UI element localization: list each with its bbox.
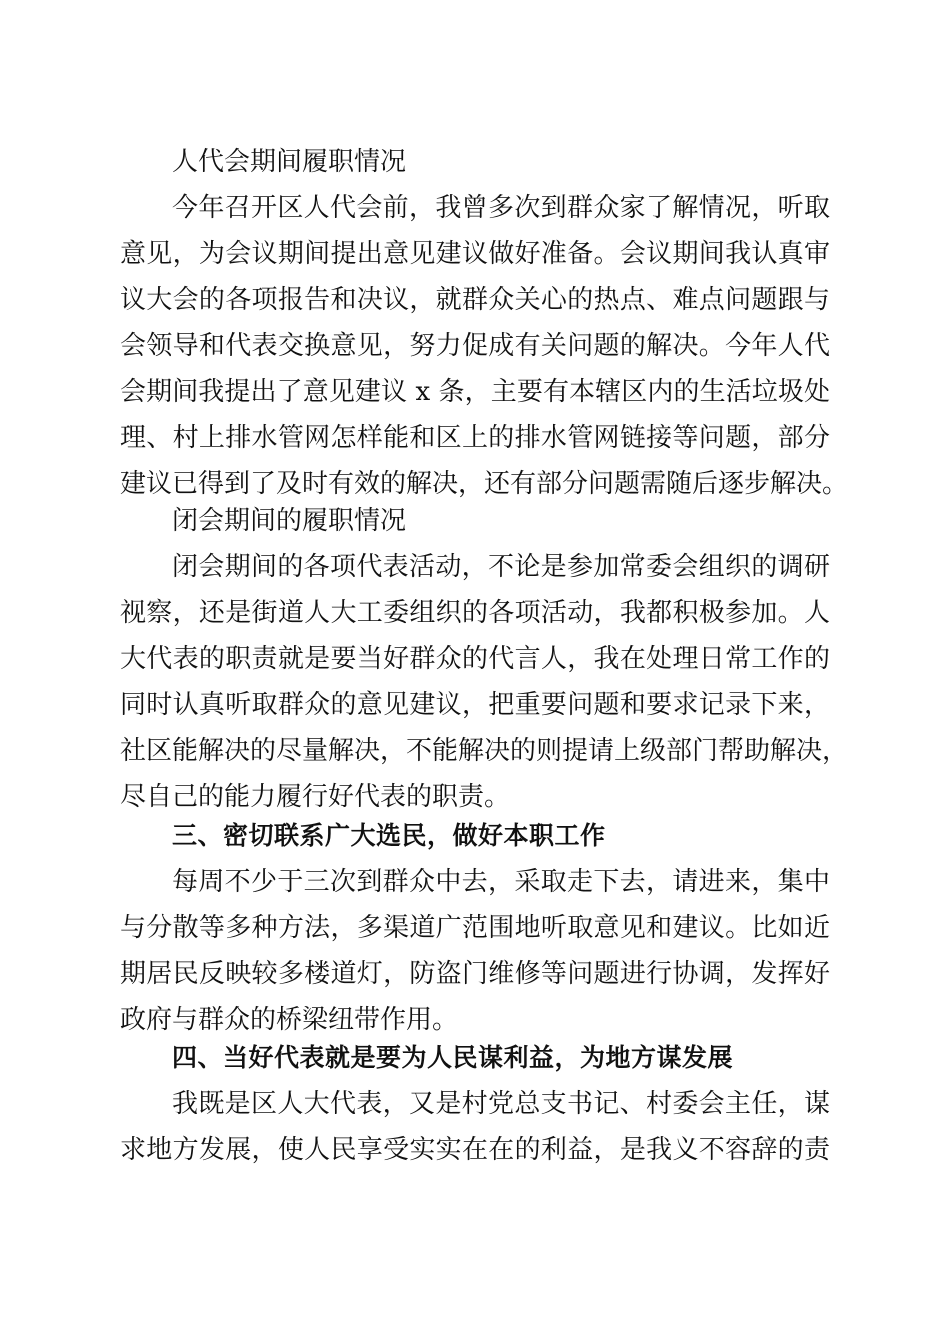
paragraph-line: 每周不少于三次到群众中去，采取走下去，请进来，集中 — [172, 867, 830, 897]
paragraph-line: 建议已得到了及时有效的解决，还有部分问题需随后逐步解决。 — [120, 469, 849, 499]
paragraph-line: 大代表的职责就是要当好群众的代言人，我在处理日常工作的 — [120, 644, 830, 674]
section-heading-four: 四、当好代表就是要为人民谋利益，为地方谋发展 — [172, 1043, 734, 1072]
subheading-session-duties: 人代会期间履职情况 — [172, 147, 407, 177]
paragraph-line: 闭会期间的各项代表活动，不论是参加常委会组织的调研 — [172, 552, 830, 582]
paragraph-line: 议大会的各项报告和决议，就群众关心的热点、难点问题跟与 — [120, 285, 830, 315]
subheading-recess-duties: 闭会期间的履职情况 — [172, 506, 407, 536]
paragraph-line: 尽自己的能力履行好代表的职责。 — [120, 782, 511, 812]
paragraph-line: 同时认真听取群众的意见建议，把重要问题和要求记录下来， — [120, 690, 830, 720]
paragraph-line: 意见，为会议期间提出意见建议做好准备。会议期间我认真审 — [120, 239, 830, 269]
paragraph-line: 理、村上排水管网怎样能和区上的排水管网链接等问题，部分 — [120, 423, 830, 453]
paragraph-line: 期居民反映较多楼道灯，防盗门维修等问题进行协调，发挥好 — [120, 959, 830, 989]
paragraph-line: 社区能解决的尽量解决，不能解决的则提请上级部门帮助解决， — [120, 736, 849, 766]
paragraph-line: 政府与群众的桥梁纽带作用。 — [120, 1005, 459, 1035]
paragraph-line: 今年召开区人代会前，我曾多次到群众家了解情况，听取 — [172, 193, 830, 223]
paragraph-line: 我既是区人大代表，又是村党总支书记、村委会主任，谋 — [172, 1089, 830, 1119]
paragraph-line: 求地方发展，使人民享受实实在在的利益，是我义不容辞的责 — [120, 1135, 830, 1165]
paragraph-line: 视察，还是街道人大工委组织的各项活动，我都积极参加。人 — [120, 598, 830, 628]
paragraph-line: 与分散等多种方法，多渠道广范围地听取意见和建议。比如近 — [120, 913, 830, 943]
section-heading-three: 三、密切联系广大选民，做好本职工作 — [172, 821, 606, 850]
paragraph-line: 会领导和代表交换意见，努力促成有关问题的解决。今年人代 — [120, 331, 830, 361]
paragraph-line: 会期间我提出了意见建议 x 条，主要有本辖区内的生活垃圾处 — [120, 377, 830, 407]
